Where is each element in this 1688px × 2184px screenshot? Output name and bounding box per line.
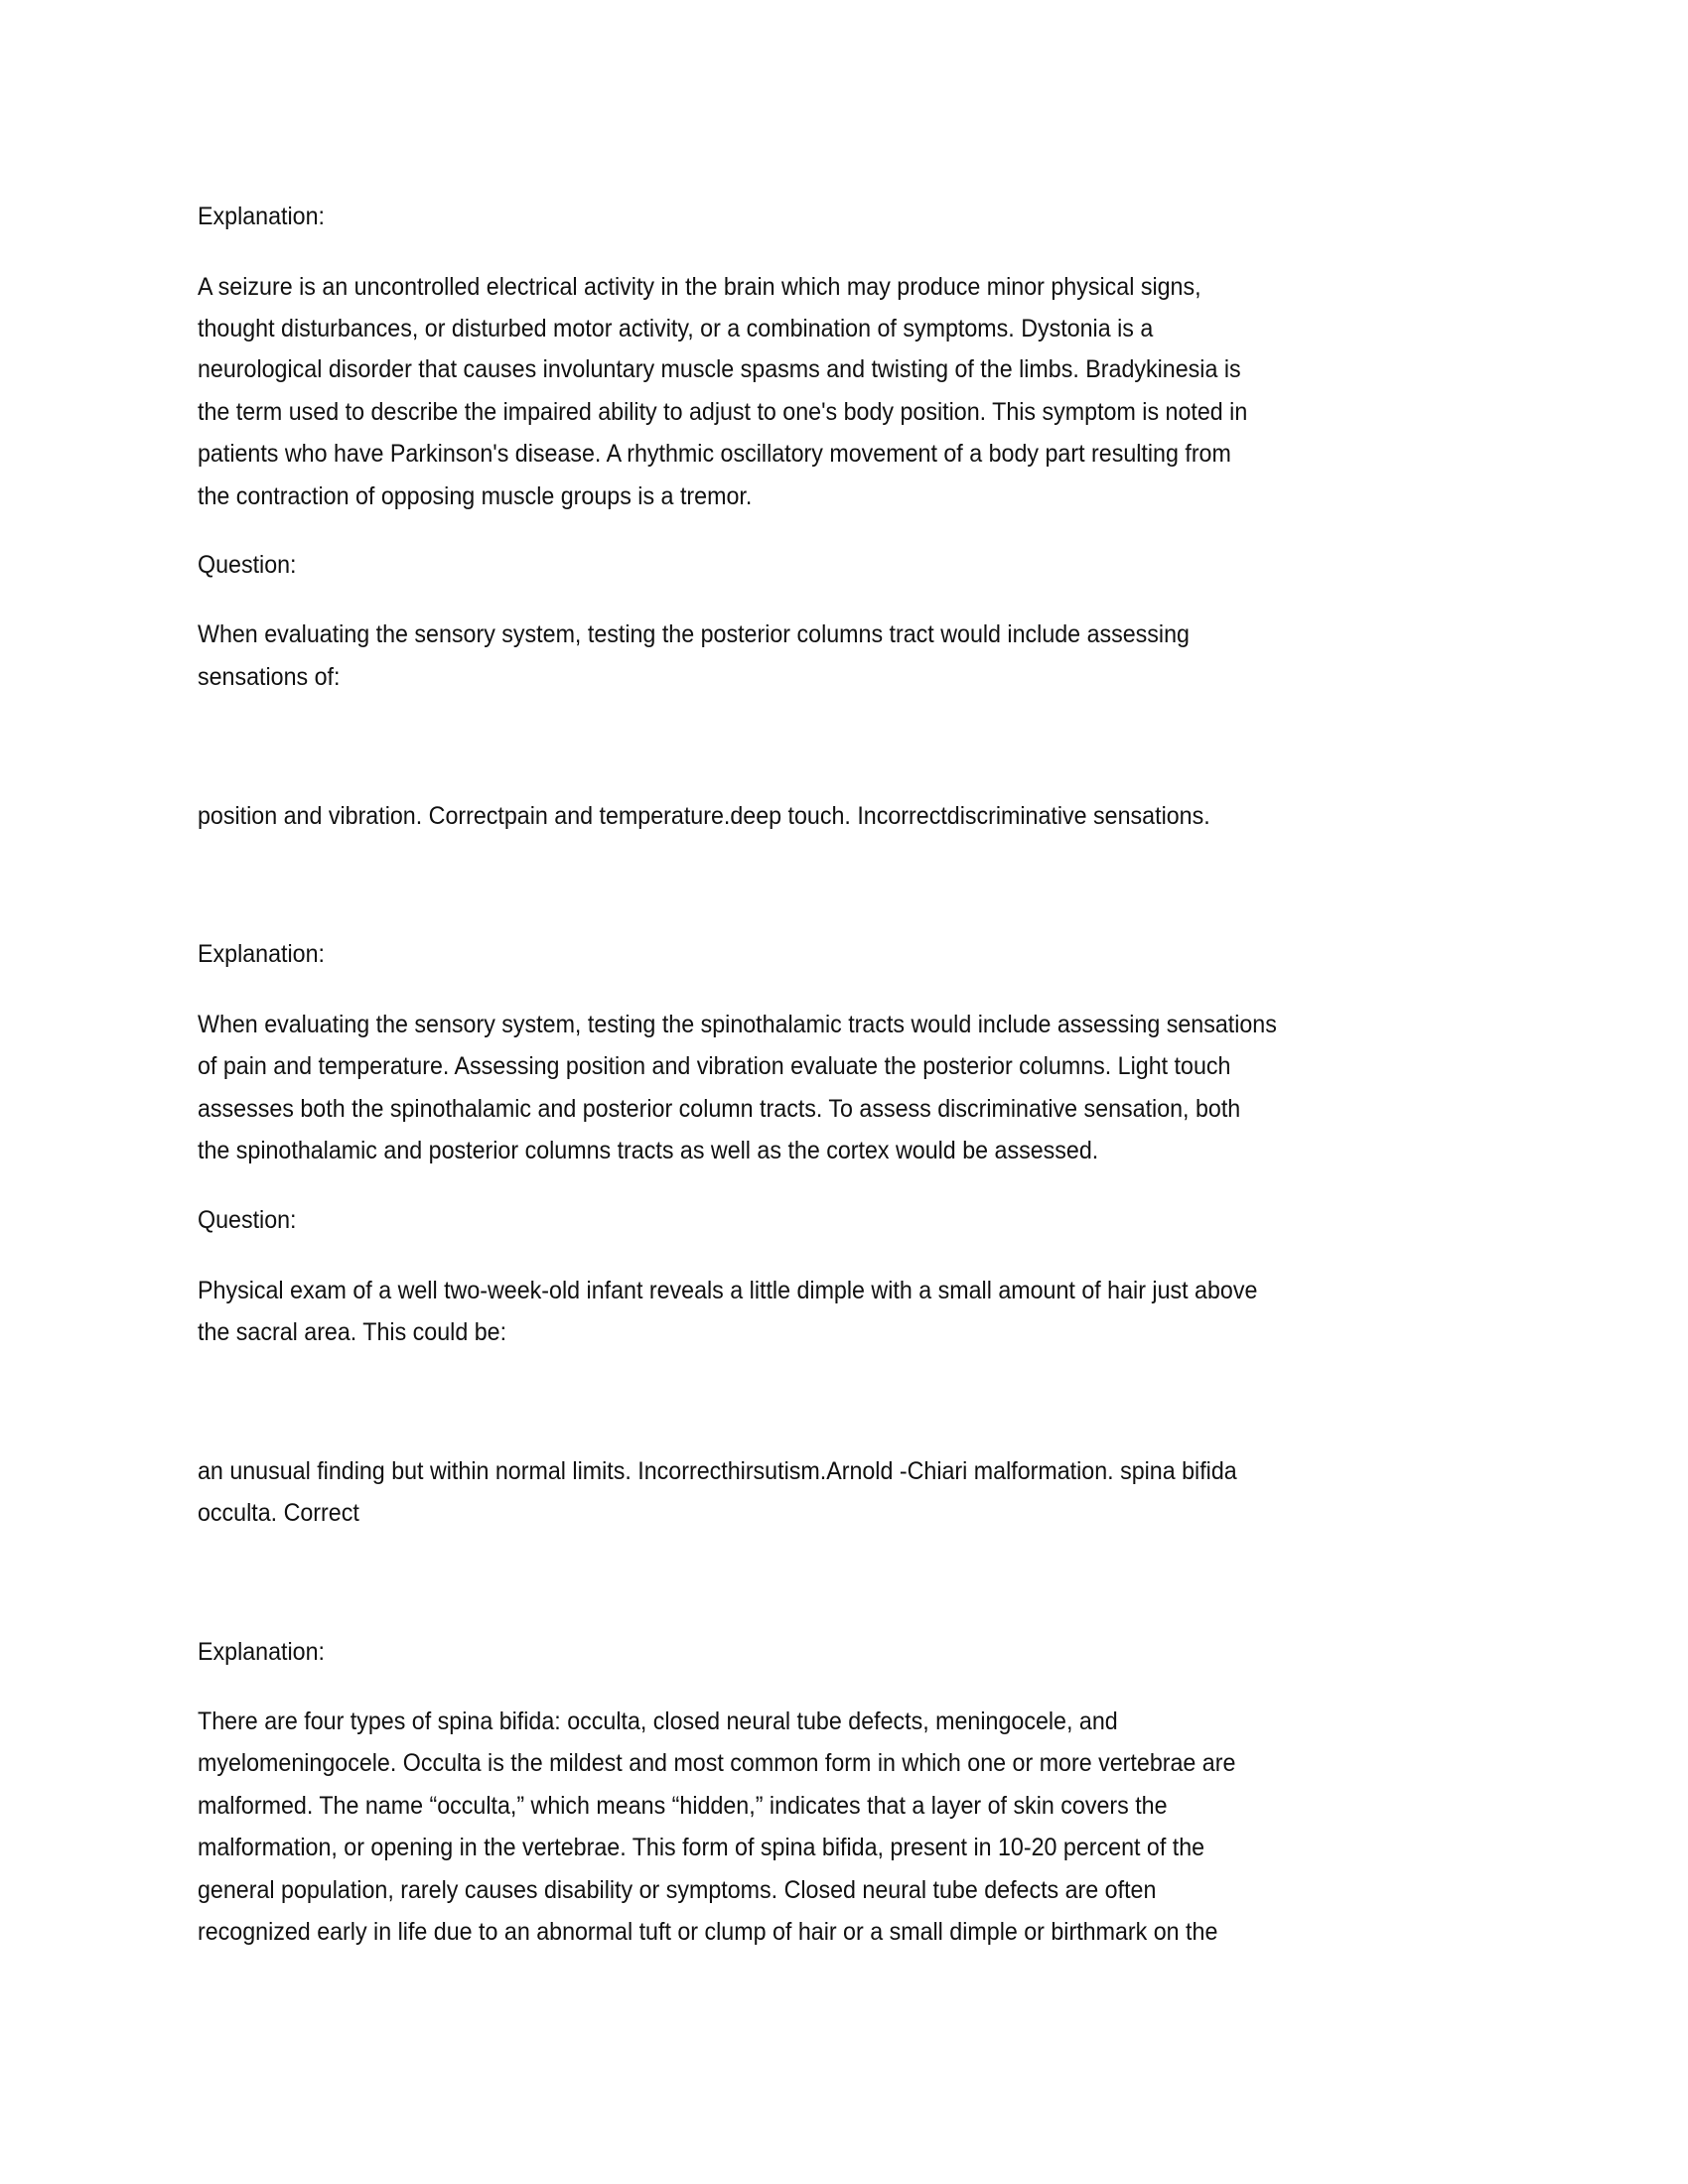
- text-line: assesses both the spinothalamic and posterior column tracts. To assess discriminative sensation, both: [198, 1095, 1241, 1123]
- text-line: thought disturbances, or disturbed motor activity, or a combination of symptoms. Dystonia is a: [198, 315, 1154, 342]
- text-line: A seizure is an uncontrolled electrical activity in the brain which may produce minor physical signs,: [198, 273, 1201, 301]
- question-heading: Question:: [198, 551, 297, 579]
- text-line: neurological disorder that causes involuntary muscle spasms and twisting of the limbs. Bradykinesia is: [198, 355, 1241, 383]
- text-line: When evaluating the sensory system, testing the posterior columns tract would include assessing: [198, 620, 1190, 648]
- text-line: recognized early in life due to an abnormal tuft or clump of hair or a small dimple or birthmark on the: [198, 1918, 1218, 1946]
- explanation-heading: Explanation:: [198, 940, 325, 968]
- text-line: myelomeningocele. Occulta is the mildest and most common form in which one or more vertebrae are: [198, 1749, 1236, 1777]
- text-line: malformation, or opening in the vertebrae. This form of spina bifida, present in 10-20 percent of the: [198, 1834, 1205, 1861]
- text-line: malformed. The name “occulta,” which means “hidden,” indicates that a layer of skin covers the: [198, 1792, 1168, 1820]
- text-line: the contraction of opposing muscle groups is a tremor.: [198, 482, 753, 510]
- text-line: position and vibration. Correctpain and temperature.deep touch. Incorrectdiscriminative sensations.: [198, 802, 1210, 830]
- explanation-heading: Explanation:: [198, 1638, 325, 1666]
- text-line: patients who have Parkinson's disease. A rhythmic oscillatory movement of a body part resulting from: [198, 440, 1231, 468]
- explanation-heading: Explanation:: [198, 203, 325, 230]
- text-line: Physical exam of a well two-week-old infant reveals a little dimple with a small amount of hair just above: [198, 1277, 1258, 1304]
- text-line: the term used to describe the impaired ability to adjust to one's body position. This symptom is noted in: [198, 398, 1248, 426]
- text-line: sensations of:: [198, 663, 341, 691]
- text-line: occulta. Correct: [198, 1499, 359, 1527]
- text-line: of pain and temperature. Assessing position and vibration evaluate the posterior columns. Light touch: [198, 1052, 1231, 1080]
- question-heading: Question:: [198, 1206, 297, 1234]
- text-line: the spinothalamic and posterior columns tracts as well as the cortex would be assessed.: [198, 1137, 1099, 1164]
- text-line: an unusual finding but within normal limits. Incorrecthirsutism.Arnold -Chiari malformation. spina bifida: [198, 1457, 1237, 1485]
- text-line: the sacral area. This could be:: [198, 1318, 507, 1346]
- text-line: When evaluating the sensory system, testing the spinothalamic tracts would include assessing sensations: [198, 1011, 1277, 1038]
- text-line: There are four types of spina bifida: occulta, closed neural tube defects, meningocele, and: [198, 1707, 1118, 1735]
- text-line: general population, rarely causes disability or symptoms. Closed neural tube defects are often: [198, 1876, 1157, 1904]
